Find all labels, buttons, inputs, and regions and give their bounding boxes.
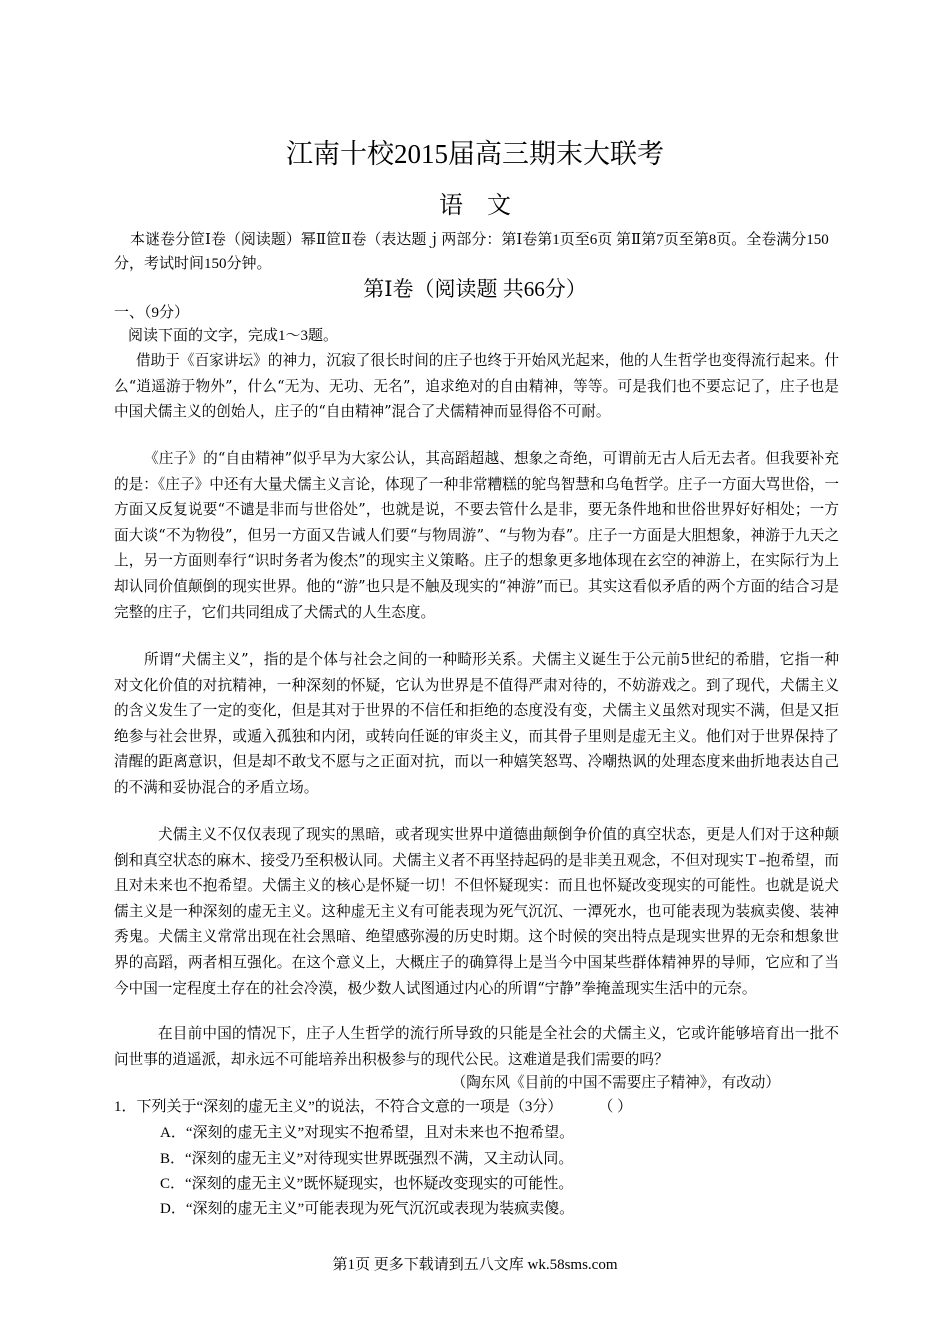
question-1-text: 1．下列关于“深刻的虚无主义”的说法，不符合文意的一项是（3分） (114, 1099, 563, 1115)
question-1-stem (114, 1096, 836, 1118)
section-heading: 一、（9分） (114, 305, 190, 321)
option-a: A．“深刻的虚无主义”对现实不抱希望，且对未来也不抱希望。 (160, 1125, 575, 1141)
subject-title: 语 文 (439, 191, 511, 219)
part-title: 第Ⅰ卷（阅读题 共66分） (363, 277, 587, 301)
exam-instructions: 本谜卷分笸Ⅰ卷（阅读题）幂Ⅱ笸Ⅱ卷（表达题ｊ两部分：第Ⅰ卷第1页至6页 第Ⅱ第7页至第8页。全卷满分150分，考试时间150分钟。 (114, 232, 829, 272)
passage-paragraph-1: 借助于《百家讲坛》的神力，沉寂了很长时间的庄子也终于开始风光起来，他的人生哲学也变得流行起来。什么“逍遥游于物外”，什么“无为、无功、无名”，追求绝对的自由精神，等等。可是我们也不要忘记了，庄子也是中国犬儒主义的创始人，庄子的“自由精神”混合了犬儒精神而显得俗不可耐。 (114, 352, 839, 421)
option-b: B．“深刻的虚无主义”对待现实世界既强烈不满，又主动认同。 (160, 1151, 574, 1167)
passage-paragraph-4: 犬儒主义不仅仅表现了现实的黑暗，或者现实世界中道德曲颠倒争价值的真空状态，更是人们对于这种颠倒和真空状态的麻木、接受乃至积极认同。犬儒主义者不再坚持起码的是非美丑观念，不但对现实Ｔ–抱希望，而且对未来也不抱希望。犬儒主义的核心是怀疑一切！不但怀疑现实：而且也怀疑改变现实的可能性。也就是说犬儒主义是一种深刻的虚无主义。这种虚无主义有可能表现为死气沉沉、一潭死水，也可能表现为装疯卖傻、装神秀鬼。犬儒主义常常出现在社会黑暗、绝望感弥漫的历史时期。这个时候的突出特点是现实世界的无奈和想象世界的高蹈，两者相互强化。在这个意义上，大概庄子的确算得上是当今中国某些群体精神界的导师，它应和了当今中国一定程度土存在的社会冷漠，极少数人试图通过内心的所谓“宁静”拳掩盖现实生活中的元奈。 (114, 826, 839, 997)
page-footer: 第1页 更多下载请到五八文库 wk.58sms.com (332, 1257, 618, 1273)
reading-instruction: 阅读下面的文字，完成1～3题。 (128, 328, 339, 344)
option-d: D．“深刻的虚无主义”可能表现为死气沉沉或表现为装疯卖傻。 (160, 1201, 575, 1217)
passage-source: （陶东风《目前的中国不需要庄子精神》，有改动） (451, 1074, 780, 1091)
passage-paragraph-2: 《庄子》的“自由精神”似乎早为大家公认，其高蹈超越、想象之奇绝，可谓前无古人后无去者。但我要补充的是：《庄子》中还有大量犬儒主义言论，体现了一种非常糟糕的鸵鸟智慧和乌龟哲学。庄子一方面大骂世俗，一方面又反复说要“不谴是非而与世俗处”，也就是说，不要去管什么是非，要无条件地和世俗世界好好相处；一方面大谈“不为物役”，但另一方面又告诫人们要“与物周游”、“与物为春”。庄子一方面是大胆想象，神游于九天之上，另一方面则奉行“识时务者为俊杰”的现实主义策略。庄子的想象更多地体现在玄空的神游上，在实际行为上却认同价值颠倒的现实世界。他的“游”也只是不触及现实的“神游”而已。其实这看似矛盾的两个方面的结合习是完整的庄子，它们共同组成了犬儒式的人生态度。 (114, 450, 839, 621)
passage-paragraph-5: 在目前中国的情况下，庄子人生哲学的流行所导致的只能是全社会的犬儒主义，它或许能够培育出一批不问世事的逍遥派，却永远不可能培养出积极参与的现代公民。这难道是我们需要的吗？ (114, 1025, 839, 1068)
passage-paragraph-3: 所谓“犬儒主义”，指的是个体与社会之间的一种畸形关系。犬儒主义诞生于公元前5世纪的希腊，它指一种对文化价值的对抗精神，一种深刻的怀疑，它认为世界是不值得严肃对待的，不妨游戏之。到了现代，犬儒主义的含义发生了一定的变化，但是其对于世界的不信任和拒绝的态度没有变，犬儒主义虽然对现实不满，但是又拒绝参与社会世界，或遁入孤独和内闭，或转向任诞的审炎主义，而其骨子里则是虚无主义。他们对于世界保持了清醒的距离意识，但是却不敢戈不愿与之正面对抗，而以一种嬉笑怒骂、冷嘲热讽的处理态度来曲折地表达自己的不满和妥协混合的矛盾立场。 (114, 651, 839, 796)
option-c: C．“深刻的虚无主义”既怀疑现实，也怀疑改变现实的可能性。 (160, 1176, 574, 1192)
answer-blank: （ ） (598, 1099, 633, 1115)
exam-title: 江南十校2015届高三期末大联考 (286, 139, 664, 169)
